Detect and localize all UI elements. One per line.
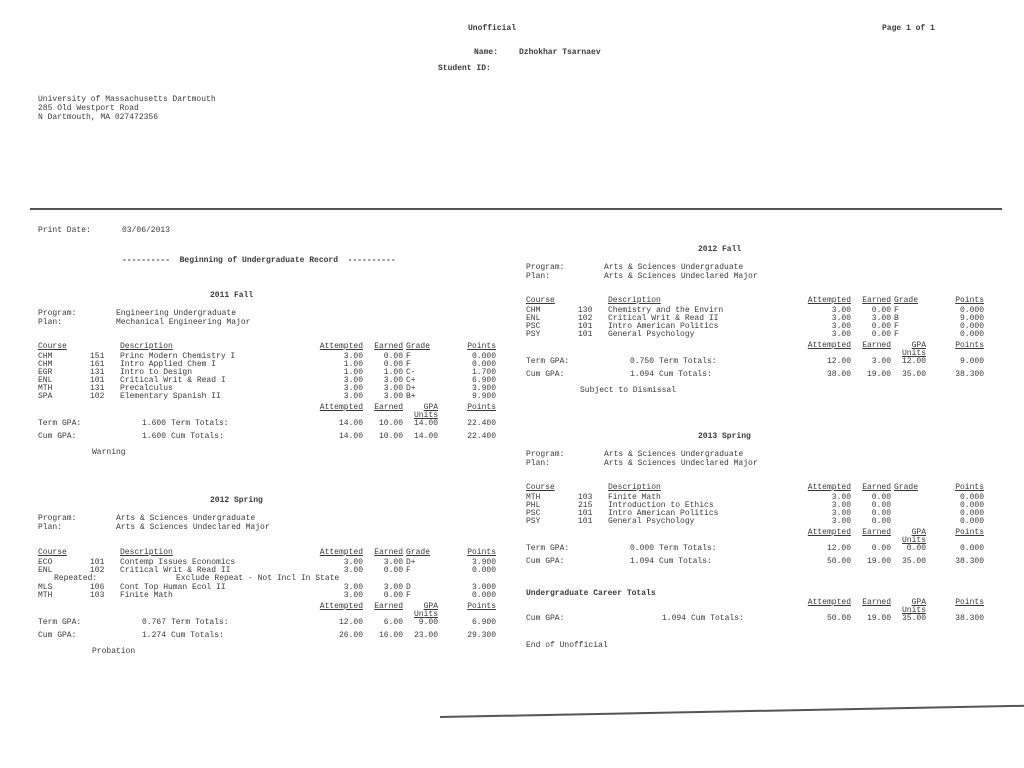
course-description: Critical Writ & Read I xyxy=(120,376,226,385)
course-subject: ENL xyxy=(38,376,53,385)
course-attempted: 3.00 xyxy=(831,314,851,323)
course-grade: C+ xyxy=(406,376,416,385)
course-number: 101 xyxy=(90,558,105,567)
course-grade: F xyxy=(406,566,411,575)
institution-city: N Dartmouth, MA 027472356 xyxy=(38,113,159,122)
course-attempted: 3.00 xyxy=(831,501,851,510)
cum-gpa-label: Cum GPA: xyxy=(526,557,565,566)
term-totals-attempted: 14.00 xyxy=(338,419,363,428)
course-number: 103 xyxy=(578,493,593,502)
course-description: Princ Modern Chemistry I xyxy=(120,352,236,361)
career-cum-totals-label: Cum Totals: xyxy=(691,614,744,623)
cum-totals-earned: 16.00 xyxy=(378,631,403,640)
column-header-attempted: Attempted xyxy=(807,483,851,492)
course-attempted: 3.00 xyxy=(343,591,363,600)
cum-totals-attempted: 14.00 xyxy=(338,432,363,441)
course-attempted: 3.00 xyxy=(343,384,363,393)
cum-totals-gpa-units: 35.00 xyxy=(901,557,926,566)
course-earned: 3.00 xyxy=(871,314,891,323)
print-date-label: Print Date: xyxy=(38,226,91,235)
column-header-description: Description xyxy=(120,548,173,557)
course-attempted: 3.00 xyxy=(831,306,851,315)
student-name: Dzhokhar Tsarnaev xyxy=(519,48,601,57)
term-gpa-label: Term GPA: xyxy=(38,618,82,627)
career-cum-points: 38.300 xyxy=(955,614,984,623)
cum-gpa-label: Cum GPA: xyxy=(38,432,77,441)
totals-header-points: Points xyxy=(955,341,984,350)
course-grade: D xyxy=(406,583,411,592)
course-attempted: 3.00 xyxy=(343,558,363,567)
term-totals-gpa-units: 9.00 xyxy=(418,618,438,627)
course-description: Introduction to Ethics xyxy=(608,501,714,510)
term-totals-points: 22.400 xyxy=(467,419,496,428)
course-number: 101 xyxy=(578,509,593,518)
column-header-points: Points xyxy=(955,296,984,305)
course-subject: ENL xyxy=(38,566,53,575)
totals-header-units: Units xyxy=(901,349,926,358)
column-header-course: Course xyxy=(38,548,67,557)
totals-header-attempted: Attempted xyxy=(319,403,363,412)
cum-totals-label: Cum Totals: xyxy=(171,631,224,640)
course-points: 0.000 xyxy=(959,517,984,526)
term-totals-points: 6.900 xyxy=(471,618,496,627)
totals-header-attempted: Attempted xyxy=(319,602,363,611)
column-header-earned: Earned xyxy=(374,548,403,557)
name-label: Name: xyxy=(474,48,499,57)
term-gpa-value: 0.767 xyxy=(141,618,166,627)
course-number: 101 xyxy=(578,330,593,339)
course-earned: 0.00 xyxy=(383,360,403,369)
course-subject: ECO xyxy=(38,558,53,567)
term-totals-points: 9.000 xyxy=(959,357,984,366)
cum-totals-attempted: 26.00 xyxy=(338,631,363,640)
totals-header-earned: Earned xyxy=(374,602,403,611)
totals-header-gpa: GPA xyxy=(423,403,438,412)
totals-header-attempted: Attempted xyxy=(807,528,851,537)
column-header-attempted: Attempted xyxy=(319,548,363,557)
career-header-gpa: GPA xyxy=(911,598,926,607)
course-earned: 0.00 xyxy=(871,322,891,331)
career-header-units: Units xyxy=(901,606,926,615)
course-earned: 3.00 xyxy=(383,558,403,567)
program-value: Arts & Sciences Undergraduate xyxy=(604,450,744,459)
repeated-note: Exclude Repeat - Not Incl In State xyxy=(176,574,340,583)
course-description: Intro Applied Chem I xyxy=(120,360,217,369)
course-description: Intro American Politics xyxy=(608,509,719,518)
course-number: 101 xyxy=(578,517,593,526)
cum-totals-earned: 10.00 xyxy=(378,432,403,441)
course-points: 9.000 xyxy=(959,314,984,323)
course-attempted: 1.00 xyxy=(343,368,363,377)
academic-status: Subject to Dismissal xyxy=(580,386,677,395)
course-earned: 0.00 xyxy=(383,591,403,600)
course-earned: 0.00 xyxy=(871,509,891,518)
term-totals-earned: 6.00 xyxy=(383,618,403,627)
course-subject: PHL xyxy=(526,501,541,510)
term-gpa-label: Term GPA: xyxy=(526,357,570,366)
print-date: 03/06/2013 xyxy=(122,226,171,235)
totals-header-gpa: GPA xyxy=(911,528,926,537)
course-number: 161 xyxy=(90,360,105,369)
term-totals-earned: 10.00 xyxy=(378,419,403,428)
course-attempted: 3.00 xyxy=(831,493,851,502)
totals-header-earned: Earned xyxy=(862,528,891,537)
course-number: 102 xyxy=(90,392,105,401)
career-cum-gpa-units: 35.00 xyxy=(901,614,926,623)
course-number: 101 xyxy=(578,322,593,331)
course-points: 0.000 xyxy=(959,322,984,331)
plan-label: Plan: xyxy=(38,523,63,532)
course-attempted: 1.00 xyxy=(343,360,363,369)
repeated-label: Repeated: xyxy=(54,574,98,583)
course-earned: 0.00 xyxy=(871,493,891,502)
column-header-description: Description xyxy=(608,483,661,492)
totals-header-units: Units xyxy=(901,536,926,545)
program-value: Arts & Sciences Undergraduate xyxy=(604,263,744,272)
course-attempted: 3.00 xyxy=(831,330,851,339)
header-divider xyxy=(30,208,1002,210)
column-header-description: Description xyxy=(608,296,661,305)
term-gpa-value: 0.750 xyxy=(629,357,654,366)
totals-header-points: Points xyxy=(955,528,984,537)
plan-value: Mechanical Engineering Major xyxy=(116,318,251,327)
course-points: 0.000 xyxy=(959,306,984,315)
course-grade: F xyxy=(406,352,411,361)
course-earned: 3.00 xyxy=(383,376,403,385)
course-points: 1.700 xyxy=(471,368,496,377)
course-description: Precalculus xyxy=(120,384,173,393)
column-header-earned: Earned xyxy=(862,483,891,492)
course-description: General Psychology xyxy=(608,517,695,526)
course-points: 0.000 xyxy=(959,330,984,339)
plan-label: Plan: xyxy=(38,318,63,327)
course-grade: B+ xyxy=(406,392,416,401)
program-label: Program: xyxy=(526,263,565,272)
cum-totals-points: 38.300 xyxy=(955,370,984,379)
term-title: 2012 Spring xyxy=(210,496,263,505)
student-id-label: Student ID: xyxy=(438,64,491,73)
course-attempted: 3.00 xyxy=(343,583,363,592)
course-points: 0.000 xyxy=(959,493,984,502)
cum-totals-attempted: 50.00 xyxy=(826,557,851,566)
career-header-attempted: Attempted xyxy=(807,598,851,607)
course-attempted: 3.00 xyxy=(343,566,363,575)
column-header-points: Points xyxy=(955,483,984,492)
term-totals-label: Term Totals: xyxy=(171,618,229,627)
page-indicator: Page 1 of 1 xyxy=(882,24,935,33)
course-earned: 3.00 xyxy=(383,392,403,401)
plan-label: Plan: xyxy=(526,459,551,468)
column-header-course: Course xyxy=(38,342,67,351)
totals-header-gpa: GPA xyxy=(423,602,438,611)
program-value: Engineering Undergraduate xyxy=(116,309,237,318)
column-header-course: Course xyxy=(526,483,555,492)
course-points: 0.000 xyxy=(471,566,496,575)
course-grade: F xyxy=(406,360,411,369)
course-subject: ENL xyxy=(526,314,541,323)
course-points: 0.000 xyxy=(471,360,496,369)
course-attempted: 3.00 xyxy=(831,509,851,518)
cum-gpa-value: 1.094 xyxy=(629,370,654,379)
totals-header-attempted: Attempted xyxy=(807,341,851,350)
cum-gpa-label: Cum GPA: xyxy=(38,631,77,640)
course-description: Cont Top Human Ecol II xyxy=(120,583,226,592)
column-header-description: Description xyxy=(120,342,173,351)
course-number: 102 xyxy=(578,314,593,323)
column-header-earned: Earned xyxy=(374,342,403,351)
course-grade: F xyxy=(894,322,899,331)
course-description: Critical Writ & Read II xyxy=(608,314,719,323)
cum-totals-gpa-units: 35.00 xyxy=(901,370,926,379)
column-header-grade: Grade xyxy=(406,342,431,351)
term-title: 2013 Spring xyxy=(698,432,751,441)
cum-totals-label: Cum Totals: xyxy=(659,557,712,566)
course-subject: PSC xyxy=(526,322,541,331)
record-banner: ---------- Beginning of Undergraduate Record ---------- xyxy=(122,256,396,265)
institution-address: 285 Old Westport Road xyxy=(38,104,139,113)
program-label: Program: xyxy=(38,514,77,523)
career-cum-earned: 19.00 xyxy=(866,614,891,623)
page-bottom-edge xyxy=(440,705,1024,718)
course-points: 3.900 xyxy=(471,384,496,393)
column-header-grade: Grade xyxy=(894,296,919,305)
end-of-document: End of Unofficial xyxy=(526,641,608,650)
course-earned: 0.00 xyxy=(871,517,891,526)
course-points: 0.000 xyxy=(471,591,496,600)
plan-value: Arts & Sciences Undeclared Major xyxy=(116,523,270,532)
course-number: 151 xyxy=(90,352,105,361)
term-gpa-value: 1.600 xyxy=(141,419,166,428)
course-description: Contemp Issues Economics xyxy=(120,558,236,567)
totals-header-gpa: GPA xyxy=(911,341,926,350)
course-attempted: 3.00 xyxy=(831,322,851,331)
term-title: 2012 Fall xyxy=(698,245,742,254)
cum-totals-points: 38.300 xyxy=(955,557,984,566)
course-earned: 0.00 xyxy=(871,306,891,315)
term-totals-label: Term Totals: xyxy=(659,544,717,553)
cum-gpa-label: Cum GPA: xyxy=(526,370,565,379)
column-header-points: Points xyxy=(467,342,496,351)
course-earned: 0.00 xyxy=(871,501,891,510)
course-grade: F xyxy=(894,306,899,315)
course-points: 0.000 xyxy=(959,501,984,510)
course-earned: 3.00 xyxy=(383,583,403,592)
term-totals-attempted: 12.00 xyxy=(826,357,851,366)
cum-totals-gpa-units: 14.00 xyxy=(413,432,438,441)
course-description: Chemistry and the Envirn xyxy=(608,306,724,315)
plan-label: Plan: xyxy=(526,272,551,281)
course-subject: CHM xyxy=(38,360,53,369)
totals-header-points: Points xyxy=(467,602,496,611)
course-points: 0.000 xyxy=(959,509,984,518)
career-cum-attempted: 50.00 xyxy=(826,614,851,623)
course-grade: D+ xyxy=(406,384,416,393)
course-grade: B xyxy=(894,314,899,323)
term-totals-gpa-units: 0.00 xyxy=(906,544,926,553)
cum-gpa-value: 1.274 xyxy=(141,631,166,640)
course-attempted: 3.00 xyxy=(343,352,363,361)
career-cum-gpa-value: 1.094 xyxy=(661,614,686,623)
term-title: 2011 Fall xyxy=(210,291,254,300)
career-totals-title: Undergraduate Career Totals xyxy=(526,589,656,598)
course-description: Elementary Spanish II xyxy=(120,392,221,401)
course-points: 9.900 xyxy=(471,392,496,401)
term-totals-label: Term Totals: xyxy=(171,419,229,428)
course-attempted: 3.00 xyxy=(831,517,851,526)
cum-totals-attempted: 38.00 xyxy=(826,370,851,379)
term-totals-attempted: 12.00 xyxy=(826,544,851,553)
course-earned: 0.00 xyxy=(871,330,891,339)
course-number: 103 xyxy=(90,591,105,600)
course-number: 215 xyxy=(578,501,593,510)
course-earned: 1.00 xyxy=(383,368,403,377)
cum-totals-earned: 19.00 xyxy=(866,370,891,379)
totals-header-points: Points xyxy=(467,403,496,412)
column-header-grade: Grade xyxy=(894,483,919,492)
course-attempted: 3.00 xyxy=(343,376,363,385)
career-header-earned: Earned xyxy=(862,598,891,607)
program-label: Program: xyxy=(38,309,77,318)
course-number: 101 xyxy=(90,376,105,385)
cum-totals-points: 22.400 xyxy=(467,432,496,441)
term-totals-gpa-units: 12.00 xyxy=(901,357,926,366)
course-points: 6.900 xyxy=(471,376,496,385)
course-number: 102 xyxy=(90,566,105,575)
plan-value: Arts & Sciences Undeclared Major xyxy=(604,272,758,281)
cum-gpa-value: 1.094 xyxy=(629,557,654,566)
term-gpa-label: Term GPA: xyxy=(38,419,82,428)
column-header-points: Points xyxy=(467,548,496,557)
course-earned: 0.00 xyxy=(383,566,403,575)
course-subject: PSC xyxy=(526,509,541,518)
document-title: Unofficial xyxy=(468,24,517,33)
course-points: 3.900 xyxy=(471,558,496,567)
column-header-earned: Earned xyxy=(862,296,891,305)
course-earned: 3.00 xyxy=(383,384,403,393)
column-header-attempted: Attempted xyxy=(319,342,363,351)
course-number: 131 xyxy=(90,384,105,393)
cum-totals-label: Cum Totals: xyxy=(171,432,224,441)
course-description: Critical Writ & Read II xyxy=(120,566,231,575)
course-grade: D+ xyxy=(406,558,416,567)
course-subject: SPA xyxy=(38,392,53,401)
academic-status: Probation xyxy=(92,647,136,656)
column-header-grade: Grade xyxy=(406,548,431,557)
cum-totals-points: 29.300 xyxy=(467,631,496,640)
column-header-course: Course xyxy=(526,296,555,305)
term-gpa-label: Term GPA: xyxy=(526,544,570,553)
term-totals-label: Term Totals: xyxy=(659,357,717,366)
cum-totals-gpa-units: 23.00 xyxy=(413,631,438,640)
totals-header-earned: Earned xyxy=(862,341,891,350)
course-earned: 0.00 xyxy=(383,352,403,361)
course-points: 0.000 xyxy=(471,352,496,361)
course-grade: C- xyxy=(406,368,416,377)
course-subject: MTH xyxy=(526,493,541,502)
course-number: 106 xyxy=(90,583,105,592)
term-totals-gpa-units: 14.00 xyxy=(413,419,438,428)
cum-totals-earned: 19.00 xyxy=(866,557,891,566)
totals-header-units: Units xyxy=(413,411,438,420)
cum-totals-label: Cum Totals: xyxy=(659,370,712,379)
course-number: 130 xyxy=(578,306,593,315)
course-subject: PSY xyxy=(526,330,541,339)
course-grade: F xyxy=(406,591,411,600)
career-header-points: Points xyxy=(955,598,984,607)
course-number: 131 xyxy=(90,368,105,377)
course-subject: PSY xyxy=(526,517,541,526)
course-description: Intro to Design xyxy=(120,368,193,377)
course-description: General Psychology xyxy=(608,330,695,339)
program-label: Program: xyxy=(526,450,565,459)
academic-status: Warning xyxy=(92,448,126,457)
course-points: 3.000 xyxy=(471,583,496,592)
term-totals-earned: 3.00 xyxy=(871,357,891,366)
course-subject: MTH xyxy=(38,591,53,600)
column-header-attempted: Attempted xyxy=(807,296,851,305)
course-subject: CHM xyxy=(526,306,541,315)
course-description: Finite Math xyxy=(608,493,661,502)
course-description: Finite Math xyxy=(120,591,173,600)
course-subject: CHM xyxy=(38,352,53,361)
term-totals-earned: 0.00 xyxy=(871,544,891,553)
course-subject: MTH xyxy=(38,384,53,393)
course-attempted: 3.00 xyxy=(343,392,363,401)
institution-name: University of Massachusetts Dartmouth xyxy=(38,95,216,104)
term-gpa-value: 0.000 xyxy=(629,544,654,553)
totals-header-earned: Earned xyxy=(374,403,403,412)
plan-value: Arts & Sciences Undeclared Major xyxy=(604,459,758,468)
term-totals-attempted: 12.00 xyxy=(338,618,363,627)
program-value: Arts & Sciences Undergraduate xyxy=(116,514,256,523)
career-cum-gpa-label: Cum GPA: xyxy=(526,614,565,623)
totals-header-units: Units xyxy=(413,610,438,619)
course-subject: EGR xyxy=(38,368,53,377)
course-description: Intro American Politics xyxy=(608,322,719,331)
term-totals-points: 0.000 xyxy=(959,544,984,553)
cum-gpa-value: 1.600 xyxy=(141,432,166,441)
course-subject: MLS xyxy=(38,583,53,592)
course-grade: F xyxy=(894,330,899,339)
